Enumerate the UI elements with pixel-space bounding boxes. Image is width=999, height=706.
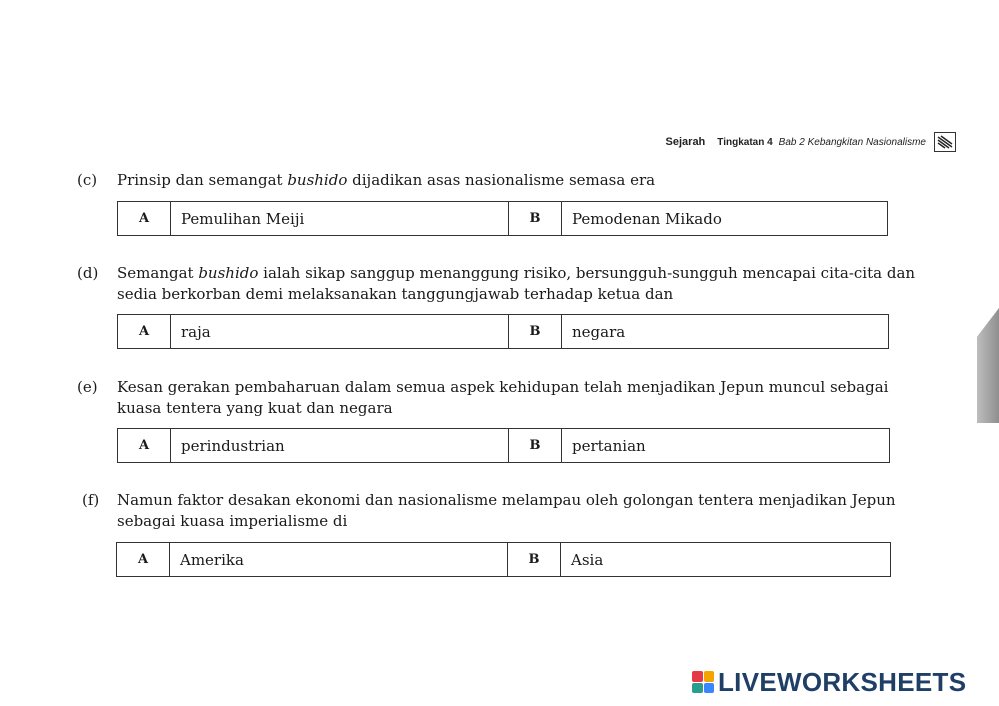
option-letter-a: A bbox=[118, 202, 171, 235]
liveworksheets-logo-icon bbox=[692, 671, 714, 693]
option-letter-b: B bbox=[509, 315, 562, 348]
page-header bbox=[666, 131, 956, 153]
option-b[interactable]: Asia bbox=[571, 550, 604, 569]
option-b[interactable]: Pemodenan Mikado bbox=[572, 209, 722, 228]
option-letter-a: A bbox=[118, 315, 171, 348]
options-d bbox=[117, 314, 889, 349]
question-label: (c) bbox=[77, 171, 98, 189]
question-text-line2: sedia berkorban demi melaksanakan tanggungjawab terhadap ketua dan bbox=[117, 285, 674, 303]
watermark-text: LIVEWORKSHEETS bbox=[718, 666, 967, 697]
question-label: (d) bbox=[77, 264, 99, 282]
question-text: Semangat bushido ialah sikap sanggup menanggung risiko, bersungguh-sungguh mencapai cita-cita dan bbox=[117, 264, 916, 282]
publisher-logo-icon bbox=[934, 132, 956, 152]
subject-label: Sejarah bbox=[665, 136, 706, 148]
question-text: Kesan gerakan pembaharuan dalam semua aspek kehidupan telah menjadikan Jepun muncul sebagai bbox=[117, 378, 889, 396]
question-text: Namun faktor desakan ekonomi dan nasionalisme melampau oleh golongan tentera menjadikan Jepun bbox=[117, 491, 896, 509]
option-letter-a: A bbox=[117, 543, 170, 576]
option-a[interactable]: raja bbox=[171, 315, 509, 348]
option-b[interactable]: negara bbox=[572, 322, 626, 341]
option-a[interactable]: perindustrian bbox=[171, 429, 509, 462]
option-a[interactable]: Pemulihan Meiji bbox=[171, 202, 509, 235]
option-letter-b: B bbox=[509, 202, 562, 235]
options-e bbox=[117, 428, 890, 463]
question-text-line2: kuasa tentera yang kuat dan negara bbox=[117, 399, 393, 417]
options-c bbox=[117, 201, 888, 236]
question-text: Prinsip dan semangat bushido dijadikan asas nasionalisme semasa era bbox=[117, 171, 656, 189]
question-label: (e) bbox=[77, 378, 98, 396]
liveworksheets-watermark bbox=[692, 667, 966, 697]
option-a[interactable]: Amerika bbox=[170, 543, 508, 576]
question-label: (f) bbox=[82, 491, 100, 509]
options-f bbox=[116, 542, 891, 577]
chapter-label: Bab 2 Kebangkitan Nasionalisme bbox=[778, 136, 926, 148]
question-text-line2: sebagai kuasa imperialisme di bbox=[117, 512, 348, 530]
level-label: Tingkatan 4 bbox=[717, 136, 773, 148]
option-letter-a: A bbox=[118, 429, 171, 462]
option-letter-b: B bbox=[509, 429, 562, 462]
scan-edge-shadow bbox=[977, 308, 999, 423]
option-b[interactable]: pertanian bbox=[572, 436, 646, 455]
option-letter-b: B bbox=[508, 543, 561, 576]
